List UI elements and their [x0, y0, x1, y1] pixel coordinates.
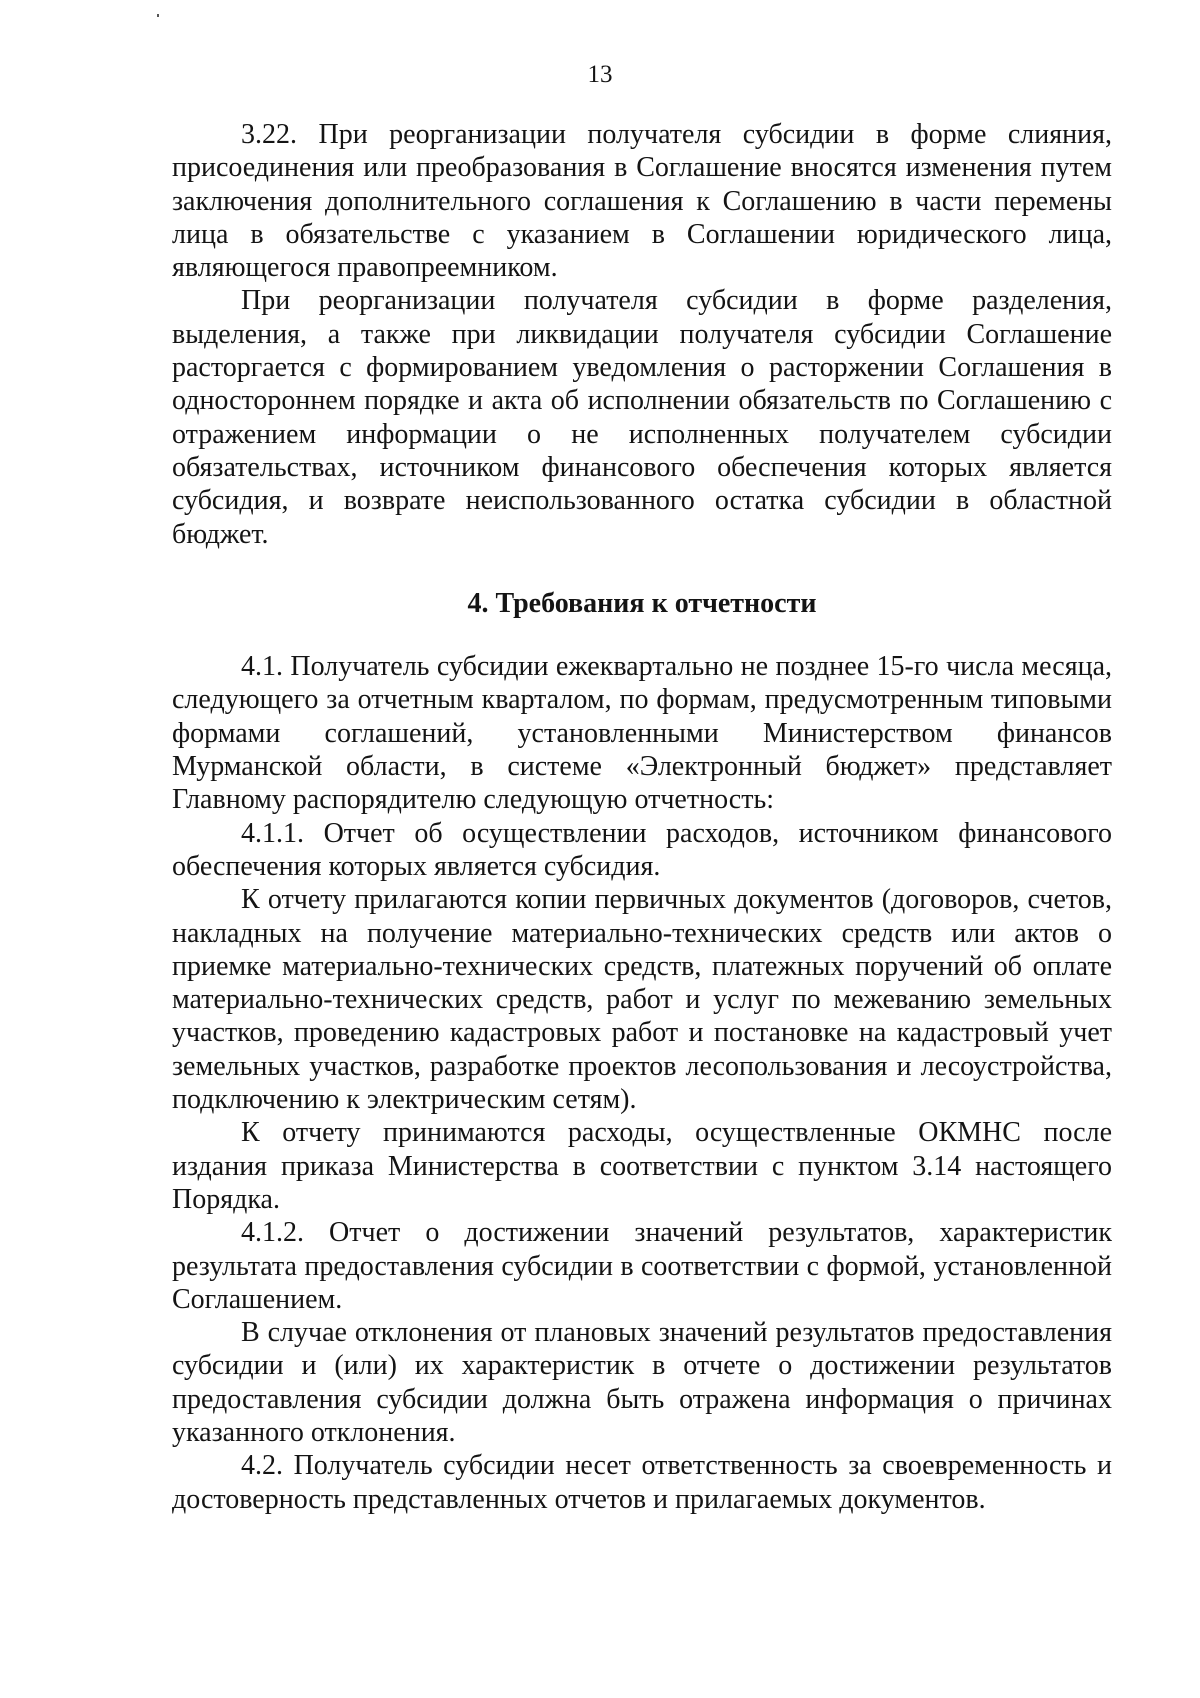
- paragraph-4-1-1-expenses: К отчету принимаются расходы, осуществленные ОКМНС после издания приказа Министерства в соответствии с пунктом 3.14 настоящего Порядка.: [172, 1117, 1112, 1215]
- paragraph-4-1-1: 4.1.1. Отчет об осуществлении расходов, источником финансового обеспечения которых является субсидия.: [172, 817, 1112, 882]
- section-heading: 4. Требования к отчетности: [467, 587, 817, 619]
- paragraph-4-1-1-attachments: К отчету прилагаются копии первичных документов (договоров, счетов, накладных на получение материально-технических средств или актов о приемке материально-технических средств, платежных поручений об оплате материально-технических средств, работ и услуг по межеванию земельных участков, проведению кадастровых работ и постановке на кадастровый учет земельных участков, разработке проектов лесопользования и лесоустройства, подключению к электрическим сетям).: [172, 884, 1112, 1116]
- scan-speck: [157, 14, 159, 17]
- page-number: 13: [587, 61, 613, 88]
- document-body: [172, 118, 1112, 1516]
- paragraph-4-1: 4.1. Получатель субсидии ежеквартально не позднее 15-го числа месяца, следующего за отчетным кварталом, по формам, предусмотренным типовыми формами соглашений, установленными Министерством финансов Мурманской области, в системе «Электронный бюджет» представляет Главному распорядителю следующую отчетность:: [172, 651, 1112, 816]
- paragraph-4-1-2-deviation: В случае отклонения от плановых значений результатов предоставления субсидии и (или) их характеристик в отчете о достижении результатов предоставления субсидии должна быть отражена информация о причинах указанного отклонения.: [172, 1317, 1112, 1448]
- paragraph-4-1-2: 4.1.2. Отчет о достижении значений результатов, характеристик результата предоставления субсидии в соответствии с формой, установленной Соглашением.: [172, 1217, 1112, 1315]
- paragraph-3-22: 3.22. При реорганизации получателя субсидии в форме слияния, присоединения или преобразования в Соглашение вносятся изменения путем заключения дополнительного соглашения к Соглашению в части перемены лица в обязательстве с указанием в Соглашении юридического лица, являющегося правопреемником.: [172, 119, 1112, 284]
- paragraph-3-22-reorganization: При реорганизации получателя субсидии в форме разделения, выделения, а также при ликвидации получателя субсидии Соглашение расторгается с формированием уведомления о расторжении Соглашения в одностороннем порядке и акта об исполнении обязательств по Соглашению с отражением информации о не исполненных получателем субсидии обязательствах, источником финансового обеспечения которых является субсидия, и возврате неиспользованного остатка субсидии в областной бюджет.: [172, 285, 1112, 550]
- paragraph-4-2: 4.2. Получатель субсидии несет ответственность за своевременность и достоверность представленных отчетов и прилагаемых документов.: [172, 1450, 1112, 1515]
